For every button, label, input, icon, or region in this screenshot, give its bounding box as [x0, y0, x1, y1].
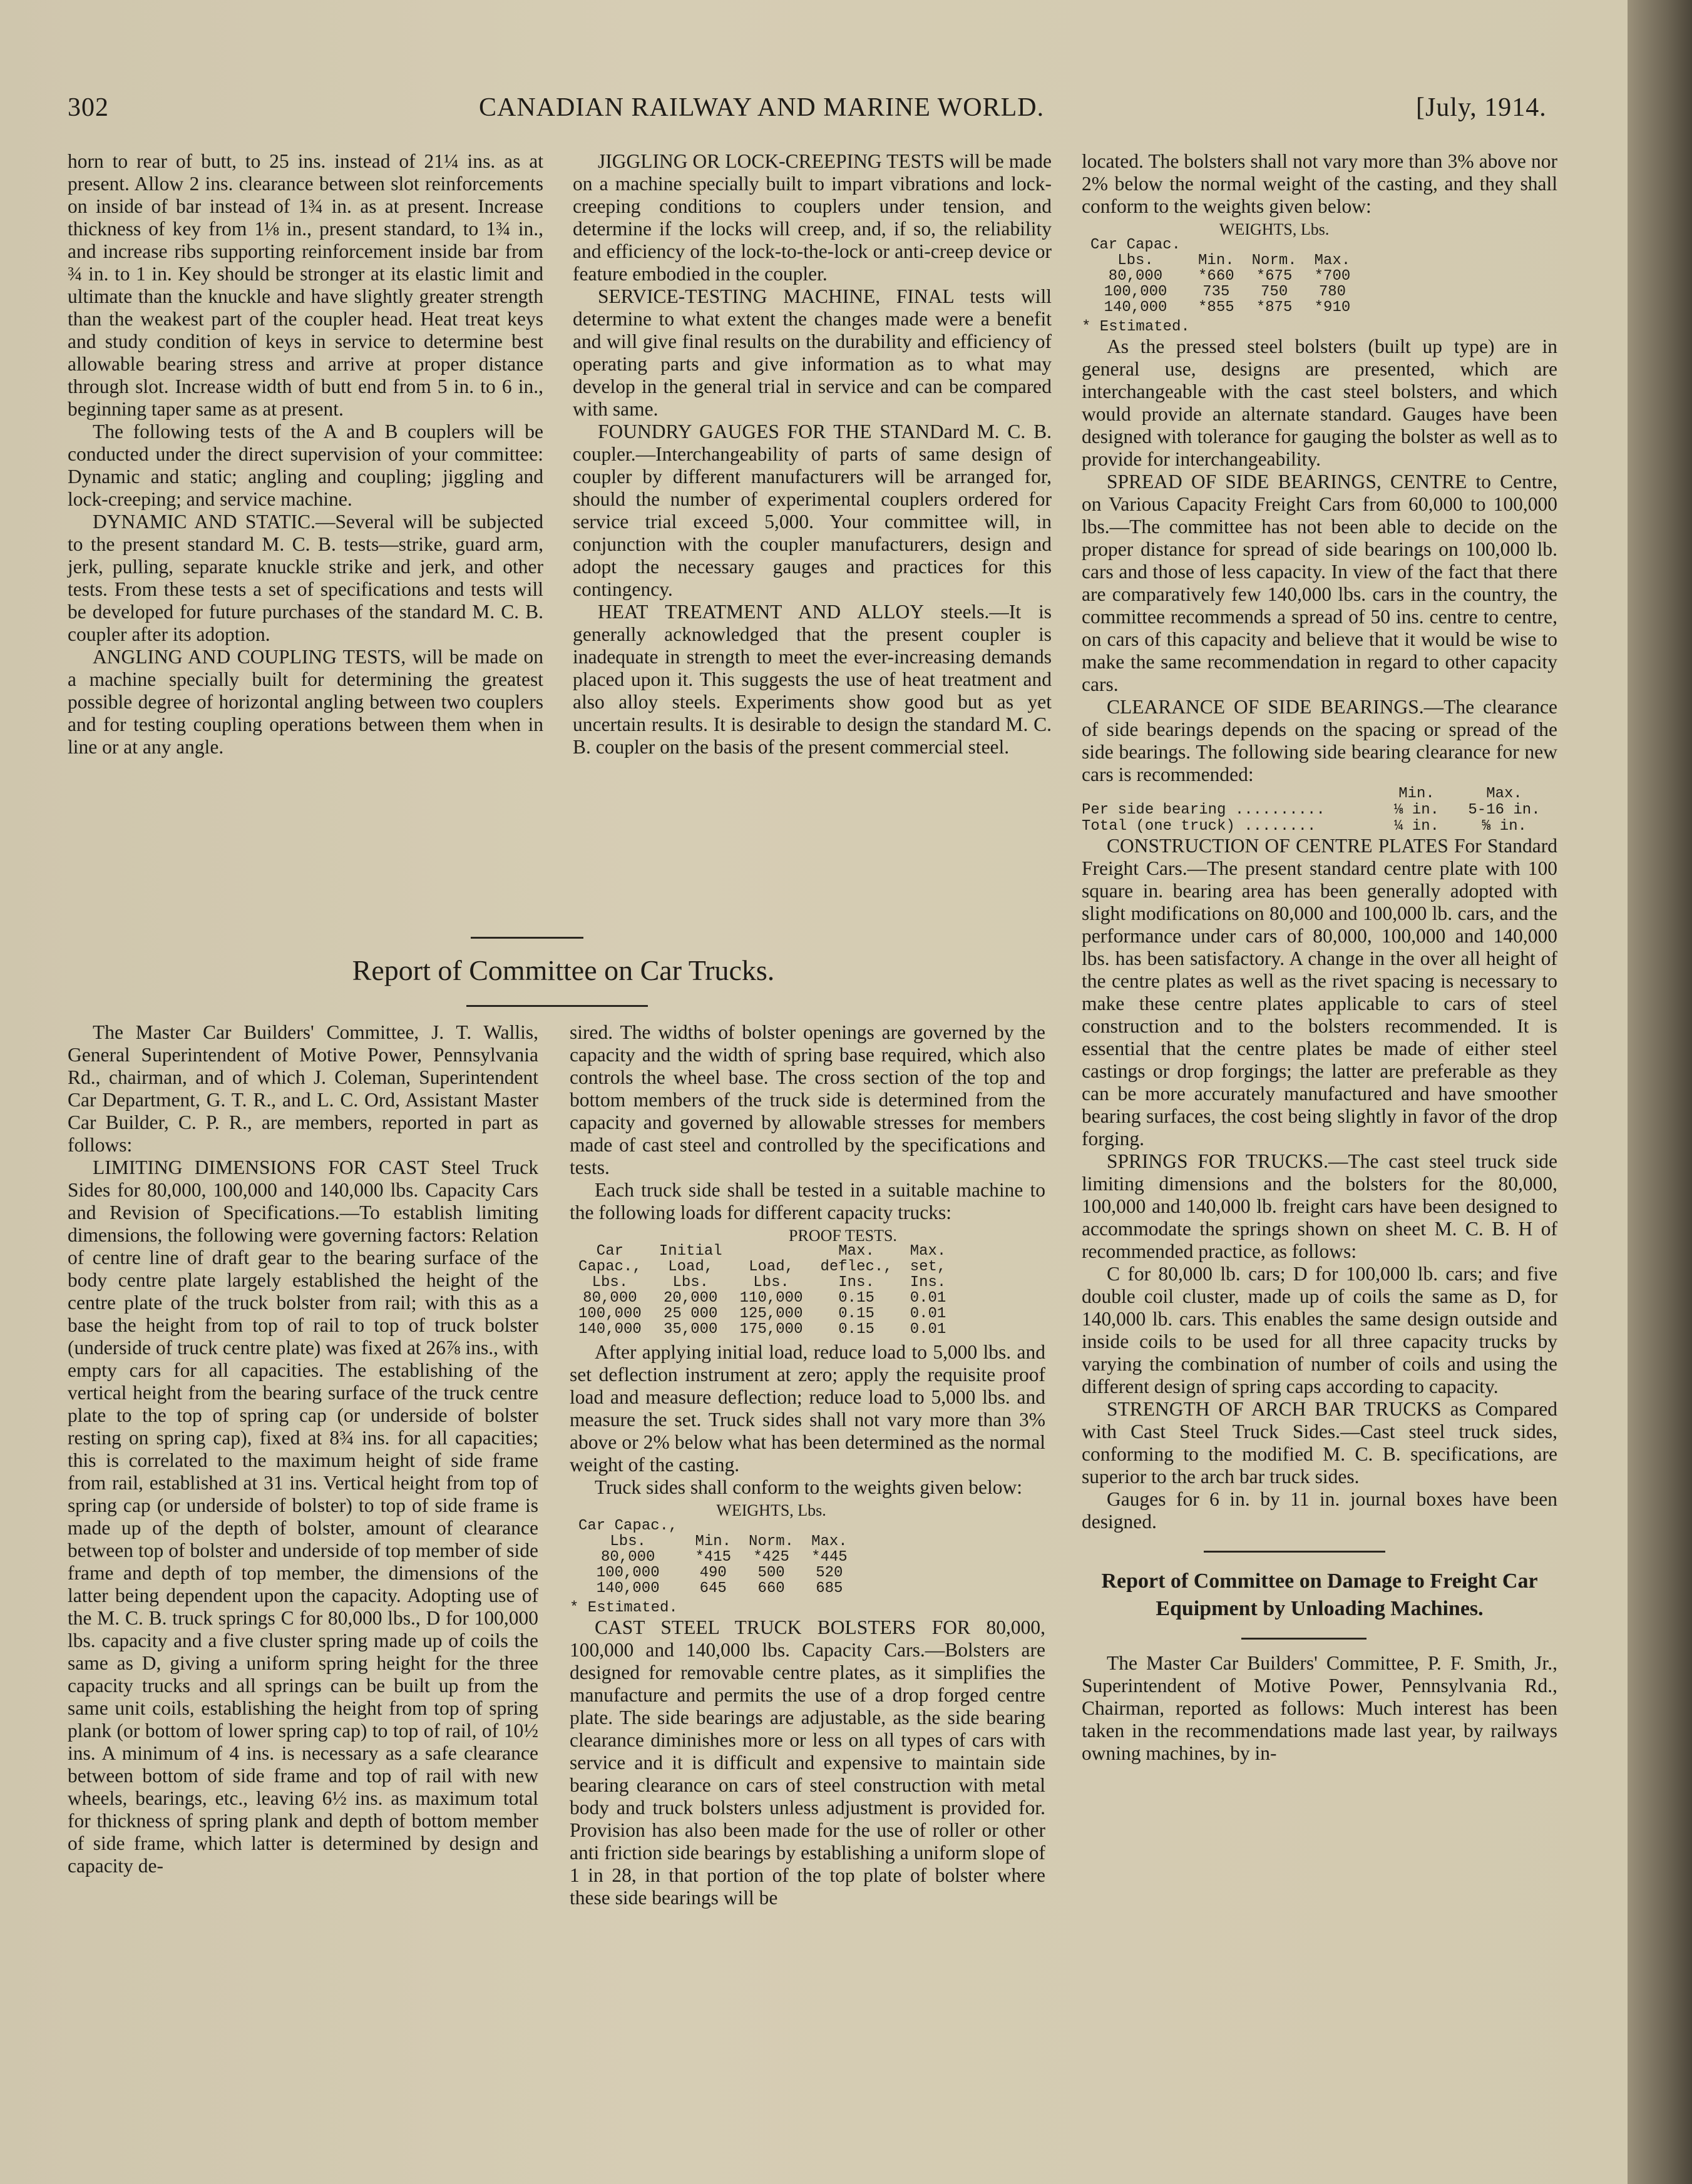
- paragraph: ANGLING AND COUPLING TESTS, will be made on a machine specially built for determining the greatest possible degree of horizontal angling between two couplers and for testing coupling operations between them when in line or at any angle.: [68, 646, 543, 758]
- title-rule-bottom: [466, 1005, 648, 1007]
- report-2-title: Report of Committee on Damage to Freight Car Equipment by Unloading Machines.: [1101, 1569, 1538, 1620]
- paragraph: Truck sides shall conform to the weights given below:: [595, 1476, 1023, 1498]
- paragraph: located. The bolsters shall not vary more than 3% above nor 2% below the normal weight of the casting, and they shall conform to the weights given below:: [1082, 150, 1557, 217]
- column-3: [1082, 150, 1557, 2115]
- column-header: Norm.: [749, 1533, 794, 1550]
- table-footnote: * Estimated.: [570, 1600, 678, 1616]
- title-rule-top: [471, 937, 583, 939]
- page-edge: [1628, 0, 1692, 2184]
- table-footnote: * Estimated.: [1082, 319, 1190, 335]
- paragraph: LIMITING DIMENSIONS FOR CAST Steel Truck Sides for 80,000, 100,000 and 140,000 lbs. Capacity Cars and Revision of Specifications.—To establish limiting dimensions, the following were governing factors: Relation of centre line of draft gear to the bearing surface of the body centre plate largely established the height of the centre plate of the truck bolster from rail; with this as a base the height from top of rail to top of truck bolster (underside of truck centre plate) was fixed at 26⅞ ins., with empty cars for all capacities. The establishing of the vertical height from the bearing surface of the truck centre plate to the top of spring cap (or underside of bolster resting on spring cap), fixed at 8¾ ins. for all capacities; this is correlated to the maximum height of side frame from rail, established at 31 ins. Vertical height from top of spring cap (or underside of bolster) to top of side frame is made up of the depth of bolster, amount of clearance between top of bolster and underside of top member of side frame and depth of top member, the dimensions of the latter being dependent upon the capacity. Adopting use of the M. C. B. truck springs C for 80,000 lbs., D for 100,000 lbs. capacity and a five cluster spring made up of coils the same as D, giving a uniform spring height for the three capacity trucks and all springs can be built up from the same unit coils, establishing the height from top of spring plank (or bottom of lower spring cap) to top of rail, of 10½ ins. A minimum of 4 ins. is necessary as a safe clearance between bottom of side frame and top of rail with new wheels, bearings, etc., leaving 6½ ins. as maximum total for thickness of spring plank and depth of bottom member of side frame, which latter is determined by design and capacity de-: [68, 1156, 538, 1877]
- table-row: 140,000 35,000 175,000 0.15 0.01: [578, 1321, 946, 1338]
- paragraph: Gauges for 6 in. by 11 in. journal boxes have been designed.: [1082, 1488, 1557, 1533]
- paragraph: SERVICE-TESTING MACHINE, FINAL tests will determine to what extent the changes made were a benefit and will give final results on the durability and efficiency of operating parts and give information as to what may develop in the general trial in service and can be compared with same.: [573, 285, 1052, 420]
- paragraph: HEAT TREATMENT AND ALLOY steels.—It is generally acknowledged that the present coupler is inadequate in strength to meet the ever-increasing demands placed upon it. This suggests the use of heat treatment and also alloy steels. Experiments show good but as yet uncertain results. It is desirable to design the standard M. C. B. coupler on the basis of the present commercial steel.: [573, 601, 1052, 758]
- column-2-top: [573, 150, 1052, 920]
- truck-side-weights-table: [570, 1503, 856, 1596]
- paragraph: horn to rear of butt, to 25 ins. instead of 21¼ ins. as at present. Allow 2 ins. clearance between slot reinforcements on inside of bar instead of 1¾ in. as at present. Increase thickness of key from 1⅛ in., present standard, to 1¾ in., and increase ribs supporting reinforcement inside bar from ¾ in. to 1 in. Key should be stronger at its elastic limit and ultimate than the knuckle and have slightly greater strength than the weakest part of the coupler head. Heat treat keys and study condition of keys in service to determine best allowable bearing stress and arrive at proper distance through slot. Increase width of butt end from 5 in. to 6 in., beginning taper same as at present.: [68, 150, 543, 420]
- table-row: Per side bearing .......... ⅛ in. 5-16 in.: [1082, 802, 1541, 819]
- table-row: 100,000 735 750 780: [1104, 283, 1346, 300]
- side-bearing-clearance-table: [1082, 786, 1557, 835]
- column-header: Max. deflec., Ins.: [820, 1243, 893, 1291]
- column-header: Max.: [811, 1533, 848, 1550]
- column-header: Car Capac. Lbs.: [1090, 237, 1181, 269]
- column-header: Max.: [1486, 785, 1522, 802]
- table-row: 140,000 645 660 685: [596, 1580, 843, 1597]
- paragraph: Each truck side shall be tested in a suitable machine to the following loads for different capacity trucks:: [570, 1179, 1045, 1223]
- column-header: Min.: [695, 1533, 732, 1550]
- column-header: Max.: [1314, 252, 1351, 269]
- paragraph: DYNAMIC AND STATIC.—Several will be subjected to the present standard M. C. B. tests—strike, guard arm, jerk, pulling, separate knuckle strike and jerk, and other tests. From these tests a set of specifications and tests will be developed for future purchases of the standard M. C. B. coupler after its adoption.: [68, 511, 543, 645]
- paragraph: After applying initial load, reduce load to 5,000 lbs. and set deflection instrument at zero; apply the requisite proof load and measure deflection; reduce load to 5,000 lbs. and measure the set. Truck sides shall not vary more than 3% above or 2% below what has been determined as the normal weight of the casting.: [570, 1341, 1045, 1476]
- table-row: 100,000 25 000 125,000 0.15 0.01: [578, 1305, 946, 1322]
- title-rule: [1241, 1638, 1366, 1640]
- column-header: Car Capac., Lbs.: [578, 1518, 678, 1550]
- table-row: 100,000 490 500 520: [596, 1564, 843, 1581]
- column-1-top: [68, 150, 543, 920]
- paragraph: JIGGLING OR LOCK-CREEPING TESTS will be made on a machine specially built to impart vibrations and lock-creeping conditions to couplers under tension, and determine if the locks will creep, and, if so, the reliability and efficiency of the lock-to-the-lock or anti-creep device or feature embodied in the coupler.: [573, 150, 1052, 285]
- paragraph: The following tests of the A and B couplers will be conducted under the direct supervision of your committee: Dynamic and static; angling and coupling; jiggling and lock-creeping; and service machine.: [68, 421, 543, 510]
- paragraph: C for 80,000 lb. cars; D for 100,000 lb. cars; and five double coil cluster, made up of coils the same as D, for 140,000 lb. cars. This enables the same design outside and inside coils to be used for all three capacity trucks by varying the combination of number of coils and using the different design of spring caps according to capacity.: [1082, 1263, 1557, 1397]
- paragraph: As the pressed steel bolsters (built up type) are in general use, designs are presented, which are interchangeable with the cast steel bolsters, and which would provide an alternate standard. Gauges have been designed with tolerance for gauging the bolster as well as to provide for interchangeability.: [1082, 335, 1557, 470]
- column-header: Min.: [1198, 252, 1234, 269]
- column-1-bottom: [68, 1021, 538, 2110]
- table-row: Total (one truck) ........ ¼ in. ⅝ in.: [1082, 818, 1527, 835]
- column-header: Car Capac., Lbs.: [578, 1243, 642, 1291]
- table-row: 80,000 *660 *675 *700: [1108, 268, 1351, 285]
- column-header: Max. set, Ins.: [910, 1243, 946, 1291]
- title-rule: [1204, 1551, 1385, 1553]
- column-header: Min.: [1398, 785, 1435, 802]
- paragraph: CONSTRUCTION OF CENTRE PLATES For Standard Freight Cars.—The present standard centre plate with 100 square in. bearing area has been generally adopted with slight modifications on 80,000 and 100,000 lb. cars, and the performance under cars of 80,000, 100,000 and 140,000 lbs. has been satisfactory. A change in the over all height of the centre plates as well as the rivet spacing is necessary to make these centre plates applicable to cars of steel construction and to the bolsters recommended. It is essential that the centre plates be made of either steel castings or drop forgings; the latter are preferable as they can be more accurately manufactured and have smoother bearing surfaces, the cost being slightly in favor of the drop forging.: [1082, 835, 1557, 1150]
- table-row: 140,000 *855 *875 *910: [1104, 299, 1351, 316]
- table-row: 80,000 *415 *425 *445: [601, 1549, 848, 1566]
- paragraph: FOUNDRY GAUGES FOR THE STANDard M. C. B. coupler.—Interchangeability of parts of same design of coupler by different manufacturers will be arranged for, should the number of experimental couplers ordered for service trial exceed 5,000. Your committee will, in conjunction with the coupler manufacturers, design and adopt the necessary gauges and practices for this contingency.: [573, 421, 1052, 600]
- report-title: Report of Committee on Car Trucks.: [352, 954, 775, 986]
- table-group-header: WEIGHTS, Lbs.: [1219, 220, 1330, 238]
- paragraph: The Master Car Builders' Committee, J. T. Wallis, General Superintendent of Motive Power, Pennsylvania Rd., chairman, and of which J. Coleman, Superintendent Car Department, G. T. R., and L. C. Ord, Assistant Master Car Builder, C. P. R., are members, reported in part as follows:: [68, 1021, 538, 1156]
- column-header: Load, Lbs.: [749, 1258, 794, 1291]
- page-number: 302: [68, 93, 109, 122]
- bolster-weights-table: [1082, 222, 1359, 315]
- paragraph: STRENGTH OF ARCH BAR TRUCKS as Compared with Cast Steel Truck Sides.—Cast steel truck sides, conforming to the modified M. C. B. specifications, are superior to the arch bar truck sides.: [1082, 1398, 1557, 1487]
- table-row: 80,000 20,000 110,000 0.15 0.01: [583, 1290, 946, 1307]
- paragraph: sired. The widths of bolster openings are governed by the capacity and the width of spring base required, which also controls the wheel base. The cross section of the top and bottom members of the truck side is determined from the capacity and governed by allowable stresses for members made of cast steel and controlled by the specifications and tests.: [570, 1021, 1045, 1178]
- column-header: Norm.: [1251, 252, 1297, 269]
- table-title: PROOF TESTS.: [789, 1227, 897, 1245]
- issue-date: [July, 1914.: [1416, 93, 1547, 122]
- paragraph: CAST STEEL TRUCK BOLSTERS FOR 80,000, 100,000 and 140,000 lbs. Capacity Cars.—Bolsters are designed for removable centre plates, as it simplifies the manufacture and permits the use of a drop forged centre plate. The side bearings are adjustable, as the side bearing clearance diminishes more or less on all types of cars with service and it is difficult and expensive to maintain side bearing clearance on cars of steel construction with metal body and truck bolsters unless adjustment is provided for. Provision has also been made for the use of roller or other anti friction side bearings by establishing a uniform slope of 1 in 28, in that portion of the top plate of bolster where these side bearings will be: [570, 1616, 1045, 1909]
- paragraph: CLEARANCE OF SIDE BEARINGS.—The clearance of side bearings depends on the spacing or spread of the side bearings. The following side bearing clearance for new cars is recommended:: [1082, 696, 1557, 785]
- paragraph: The Master Car Builders' Committee, P. F. Smith, Jr., Superintendent of Motive Power, Pennsylvania Rd., Chairman, reported as follows: Much interest has been taken in the recommendations made last year, by railways owning machines, by in-: [1082, 1652, 1557, 1764]
- table-group-header: WEIGHTS, Lbs.: [716, 1501, 826, 1519]
- proof-tests-table: [570, 1228, 955, 1337]
- column-header: Initial Load, Lbs.: [659, 1243, 722, 1291]
- column-2-bottom: [570, 1021, 1045, 2110]
- paragraph: SPREAD OF SIDE BEARINGS, CENTRE to Centre, on Various Capacity Freight Cars from 60,000 to 100,000 lbs.—The committee has not been able to decide on the proper distance for spread of side bearings on 100,000 lb. cars and those of less capacity. In view of the fact that there are comparatively few 140,000 lbs. cars in the country, the committee recommends a spread of 50 ins. centre to centre, on cars of this capacity and believe that it would be wise to make the same recommendation in regard to other capacity cars.: [1082, 471, 1557, 695]
- paragraph: SPRINGS FOR TRUCKS.—The cast steel truck side limiting dimensions and the bolsters for the 80,000, 100,000 and 140,000 lb. freight cars have been designed to accommodate the springs shown on sheet M. C. B. H of recommended practice, as follows:: [1082, 1150, 1557, 1262]
- journal-title: CANADIAN RAILWAY AND MARINE WORLD.: [479, 93, 1045, 122]
